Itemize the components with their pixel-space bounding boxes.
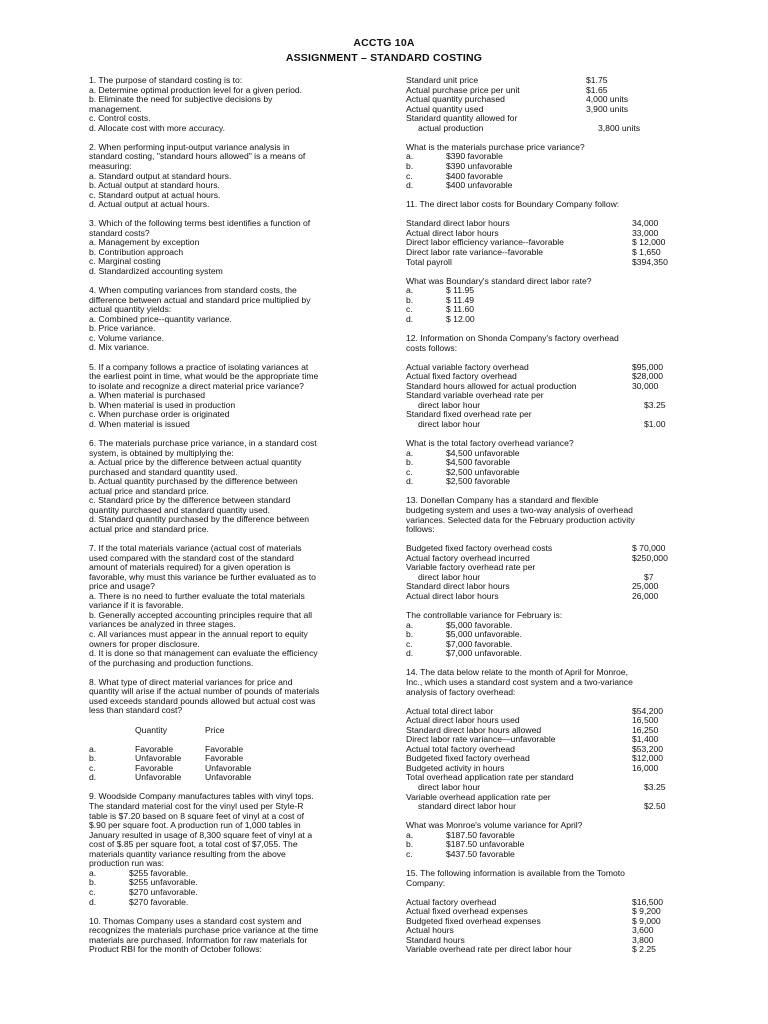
option-letter: c. — [406, 466, 413, 477]
question-prompt: What is the total factory overhead variance? — [406, 438, 574, 449]
question-stem: production run was: — [89, 858, 164, 869]
option-b-cont: management. — [89, 103, 142, 114]
option-text: $187.50 unfavorable — [446, 839, 525, 850]
data-label: direct labor hour — [418, 782, 481, 793]
data-value: 34,000 — [632, 218, 659, 229]
data-value: $16,500 — [632, 896, 664, 907]
option-a: a. Determine optimal production level for a given period. — [89, 84, 303, 95]
question-stem: 8. What type of direct material variances for price and — [89, 676, 293, 687]
question-stem: materials are purchased. Information for raw materials for — [89, 934, 308, 945]
question-stem: used compared with the standard cost of the standard — [89, 552, 294, 563]
option-letter: b. — [406, 457, 414, 468]
question-1 — [89, 76, 361, 133]
data-label: actual production — [418, 122, 484, 133]
option-d: d. Standardized accounting system — [89, 266, 223, 277]
column-header-quantity: Quantity — [135, 724, 168, 735]
question-15 — [406, 869, 696, 955]
option-text: $437.50 favorable — [446, 848, 515, 859]
column-header-price: Price — [205, 724, 225, 735]
option-letter: a. — [89, 867, 97, 878]
option-c: c. Standard output at actual hours. — [89, 189, 221, 200]
option-d — [89, 898, 361, 908]
question-stem: variances. Selected data for the February production activity — [406, 514, 635, 525]
data-label: direct labor hour — [418, 418, 481, 429]
option-d-cont: actual price and standard price. — [89, 523, 209, 534]
row-price: Favorable — [205, 753, 244, 764]
option-letter: b. — [406, 160, 414, 171]
option-d: d. Mix variance. — [89, 342, 150, 353]
option-d: d. Standard quantity purchased by the difference between — [89, 514, 310, 525]
option-text: $5,000 unfavorable. — [446, 629, 522, 640]
data-label: Actual factory overhead — [406, 896, 497, 907]
row-price: Favorable — [205, 743, 244, 754]
question-stem: 11. The direct labor costs for Boundary Company follow: — [406, 199, 620, 210]
data-value: 3,800 units — [598, 122, 641, 133]
data-label: Direct labor efficiency variance--favorable — [406, 237, 564, 248]
data-label: Budgeted fixed factory overhead costs — [406, 543, 553, 554]
option-d: d. It is done so that management can evaluate the efficiency — [89, 648, 318, 659]
data-label: Standard direct labor hours — [406, 218, 510, 229]
option-c: c. Control costs. — [89, 113, 151, 124]
row-letter: a. — [89, 743, 97, 754]
question-stem: system, is obtained by multiplying the: — [89, 447, 234, 458]
question-stem: standard costing, "standard hours allowed" is a means of — [89, 151, 306, 162]
assignment-title: ASSIGNMENT – STANDARD COSTING — [285, 52, 483, 64]
option-a: a. When material is purchased — [89, 390, 206, 401]
option-b: b. Actual quantity purchased by the difference between — [89, 476, 298, 487]
data-value: $95,000 — [632, 361, 664, 372]
question-10-data — [406, 76, 696, 191]
variance-table-header — [89, 726, 361, 736]
option-b: b. When material is used in production — [89, 399, 236, 410]
data-value: $12,000 — [632, 753, 664, 764]
question-stem: actual quantity yields: — [89, 304, 172, 315]
data-label: Standard direct labor hours — [406, 581, 510, 592]
data-label: Actual hours — [406, 925, 454, 936]
data-label: Direct labor rate variance—unfavorable — [406, 734, 556, 745]
data-value: $7 — [644, 571, 654, 582]
question-stem: recognizes the materials purchase price variance at the time — [89, 925, 319, 936]
option-text: $187.50 favorable — [446, 829, 515, 840]
question-stem: $.90 per square foot. A production run of 1,000 tables in — [89, 820, 301, 831]
question-stem: 5. If a company follows a practice of isolating variances at — [89, 361, 309, 372]
data-value: $1.75 — [586, 75, 608, 85]
data-value: $ 9,200 — [632, 906, 661, 917]
data-value: 33,000 — [632, 227, 659, 238]
question-7 — [89, 544, 361, 668]
option-b-cont: actual price and standard price. — [89, 485, 209, 496]
option-text: $255 unfavorable. — [129, 877, 198, 888]
data-row — [406, 945, 696, 955]
option-text: $4,500 unfavorable — [446, 447, 520, 458]
option-text: $ 11.60 — [446, 304, 475, 315]
table-row — [89, 773, 361, 783]
question-stem: 12. Information on Shonda Company's factory overhead — [406, 333, 619, 343]
data-value: $28,000 — [632, 371, 664, 382]
option-text: $7,000 favorable. — [446, 638, 513, 649]
question-stem: price and usage? — [89, 581, 155, 592]
option-letter: b. — [406, 839, 414, 850]
question-5 — [89, 363, 361, 430]
data-value: 3,600 — [632, 925, 654, 936]
question-stem: follows: — [406, 524, 435, 535]
option-a: a. Actual price by the difference between actual quantity — [89, 457, 302, 468]
option-letter: b. — [406, 294, 414, 305]
option-a: a. There is no need to further evaluate the total materials — [89, 590, 305, 601]
question-stem: costs follows: — [406, 342, 458, 353]
question-13 — [406, 496, 696, 658]
course-title: ACCTG 10A — [353, 37, 415, 49]
data-value: $250,000 — [632, 552, 668, 563]
data-label: Actual variable factory overhead — [406, 361, 529, 372]
option-b: b. Actual output at standard hours. — [89, 180, 220, 191]
option-c — [406, 850, 696, 860]
option-text: $5,000 favorable. — [446, 619, 513, 630]
question-stem: analysis of factory overhead: — [406, 686, 516, 697]
data-row — [406, 802, 696, 812]
data-value: $2.50 — [644, 801, 666, 812]
option-d — [406, 477, 696, 487]
data-label: Standard fixed overhead rate per — [406, 409, 532, 420]
question-3 — [89, 219, 361, 276]
option-a: a. Combined price--quantity variance. — [89, 313, 232, 324]
option-c: c. Standard price by the difference between standard — [89, 495, 291, 506]
option-text: $400 unfavorable — [446, 180, 513, 191]
data-label: Actual factory overhead incurred — [406, 552, 530, 563]
data-label: Budgeted activity in hours — [406, 762, 505, 773]
data-label: Budgeted fixed factory overhead — [406, 753, 530, 764]
option-c: c. All variances must appear in the annual report to equity — [89, 629, 308, 639]
data-label: Standard unit price — [406, 75, 479, 85]
option-text: $390 unfavorable — [446, 160, 513, 171]
question-4 — [89, 286, 361, 353]
data-value: 3,900 units — [586, 103, 629, 114]
option-b-cont: variances be analyzed in three stages. — [89, 619, 236, 630]
question-stem: table is $7.20 based on 8 square feet of vinyl at a cost of — [89, 810, 304, 821]
question-stem: measuring: — [89, 160, 132, 171]
option-letter: d. — [406, 180, 414, 191]
data-value: $3.25 — [644, 782, 666, 793]
row-quantity: Unfavorable — [135, 772, 182, 783]
data-value: $3.25 — [644, 399, 666, 410]
option-letter: c. — [406, 304, 413, 315]
option-text: $ 11.49 — [446, 294, 475, 305]
data-row — [406, 258, 696, 268]
option-c-cont: owners for proper disclosure. — [89, 638, 200, 649]
option-letter: b. — [89, 877, 97, 888]
data-value: 4,000 units — [586, 94, 629, 105]
question-stem: difference between actual and standard price multiplied by — [89, 294, 311, 305]
option-letter: a. — [406, 829, 414, 840]
option-d-cont: of the purchasing and production functions. — [89, 657, 254, 668]
option-text: $270 favorable. — [129, 896, 189, 907]
option-letter: d. — [406, 313, 414, 324]
option-d — [406, 649, 696, 659]
data-label: Direct labor rate variance--favorable — [406, 246, 544, 257]
option-letter: b. — [406, 629, 414, 640]
question-stem: 9. Woodside Company manufactures tables with vinyl tops. — [89, 791, 314, 802]
data-label: Actual total factory overhead — [406, 743, 515, 754]
option-letter: c. — [89, 886, 96, 897]
question-10 — [89, 917, 361, 955]
option-c: c. When purchase order is originated — [89, 409, 230, 420]
option-b: b. Contribution approach — [89, 246, 184, 257]
data-label: Standard quantity allowed for — [406, 113, 518, 124]
question-stem: cost of $.85 per square foot, a total cost of $7,055. The — [89, 839, 298, 850]
option-letter: c. — [406, 170, 413, 181]
data-value: $ 2.25 — [632, 944, 656, 955]
option-d: d. When material is issued — [89, 418, 190, 429]
option-letter: a. — [406, 447, 414, 458]
data-label: Total payroll — [406, 256, 452, 267]
row-price: Unfavorable — [205, 772, 252, 783]
option-text: $2,500 favorable — [446, 476, 511, 487]
data-value: 16,000 — [632, 762, 659, 773]
question-12 — [406, 334, 696, 487]
question-prompt: What is the materials purchase price variance? — [406, 141, 585, 152]
option-text: $255 favorable. — [129, 867, 189, 878]
row-quantity: Favorable — [135, 743, 174, 754]
question-stem: 2. When performing input-output variance analysis in — [89, 141, 290, 152]
option-text: $ 11.95 — [446, 285, 475, 296]
question-9 — [89, 792, 361, 907]
question-stem: standard costs? — [89, 227, 150, 238]
option-d: d. Allocate cost with more accuracy. — [89, 122, 225, 133]
option-letter: a. — [406, 151, 414, 162]
option-letter: d. — [89, 896, 97, 907]
data-value: 16,500 — [632, 715, 659, 726]
data-row — [406, 124, 696, 134]
data-value: $53,200 — [632, 743, 664, 754]
question-stem: the earliest point in time, what would be the appropriate time — [89, 371, 319, 382]
question-stem: The standard material cost for the vinyl used per Style-R — [89, 801, 304, 812]
data-label: direct labor hour — [418, 399, 481, 410]
question-stem: 1. The purpose of standard costing is to: — [89, 75, 243, 85]
data-label: Actual quantity purchased — [406, 94, 505, 105]
question-prompt: What was Monroe's volume variance for April? — [406, 820, 583, 831]
question-stem: Company: — [406, 877, 446, 888]
option-a: a. Management by exception — [89, 237, 200, 248]
option-a: a. Standard output at standard hours. — [89, 170, 232, 181]
data-label: Actual fixed factory overhead — [406, 371, 517, 382]
option-a-cont: purchased and standard quantity used. — [89, 466, 238, 477]
data-label: Actual fixed overhead expenses — [406, 906, 528, 917]
data-label: Variable overhead rate per direct labor hour — [406, 944, 572, 955]
option-c: c. Marginal costing — [89, 256, 161, 267]
question-14 — [406, 668, 696, 859]
question-stem: less than standard cost? — [89, 705, 183, 716]
question-stem: 7. If the total materials variance (actual cost of materials — [89, 543, 302, 554]
option-text: $4,500 favorable — [446, 457, 511, 468]
question-2 — [89, 143, 361, 210]
question-stem: Inc., which uses a standard cost system and a two-variance — [406, 676, 633, 687]
question-stem: 4. When computing variances from standard costs, the — [89, 285, 297, 296]
question-stem: 6. The materials purchase price variance, in a standard cost — [89, 438, 317, 449]
question-prompt: What was Boundary's standard direct labor rate? — [406, 275, 592, 286]
question-prompt: The controllable variance for February is: — [406, 610, 563, 621]
option-d — [406, 315, 696, 325]
row-quantity: Unfavorable — [135, 753, 182, 764]
row-price: Unfavorable — [205, 762, 252, 773]
question-11 — [406, 200, 696, 324]
data-value: $ 70,000 — [632, 543, 666, 554]
data-value: $1.65 — [586, 84, 608, 95]
option-letter: c. — [406, 638, 413, 649]
row-letter: c. — [89, 762, 96, 773]
option-a-cont: variance if it is favorable. — [89, 600, 184, 611]
data-row — [406, 592, 696, 602]
question-6 — [89, 439, 361, 534]
option-letter: a. — [406, 619, 414, 630]
question-stem: amount of materials required) for a given operation is — [89, 562, 291, 573]
row-letter: d. — [89, 772, 97, 783]
option-b: b. Eliminate the need for subjective decisions by — [89, 94, 273, 105]
question-stem: materials quantity variance resulting from the above — [89, 848, 286, 859]
data-label: standard direct labor hour — [418, 801, 516, 812]
data-label: Standard direct labor hours allowed — [406, 724, 542, 735]
option-c: c. Volume variance. — [89, 332, 164, 343]
data-value: 30,000 — [632, 380, 659, 391]
data-label: Standard variable overhead rate per — [406, 390, 544, 401]
question-stem: used exceeds standard pounds allowed but actual cost was — [89, 695, 316, 706]
option-text: $390 favorable — [446, 151, 503, 162]
option-b: b. Price variance. — [89, 323, 156, 334]
option-letter: a. — [406, 285, 414, 296]
data-value: 26,000 — [632, 590, 659, 601]
question-stem: quantity will arise if the actual number of pounds of materials — [89, 686, 320, 697]
question-stem: 14. The data below relate to the month of April for Monroe, — [406, 667, 628, 678]
data-label: Actual direct labor hours used — [406, 715, 520, 726]
option-text: $400 favorable — [446, 170, 503, 181]
right-column — [406, 76, 696, 965]
option-d: d. Actual output at actual hours. — [89, 199, 210, 210]
data-value: 25,000 — [632, 581, 659, 592]
data-label: Standard hours allowed for actual production — [406, 380, 577, 391]
question-stem: January resulted in usage of 8,300 square feet of vinyl at a — [89, 829, 313, 840]
data-label: Total overhead application rate per standard — [406, 772, 574, 783]
data-value: $1.00 — [644, 418, 666, 429]
data-label: Actual direct labor hours — [406, 227, 499, 238]
data-value: $394,350 — [632, 256, 668, 267]
option-letter: c. — [406, 848, 413, 859]
data-value: $54,200 — [632, 705, 664, 716]
data-value: 3,800 — [632, 934, 654, 945]
data-label: Actual direct labor hours — [406, 590, 499, 601]
data-label: Actual total direct labor — [406, 705, 494, 716]
row-letter: b. — [89, 753, 97, 764]
data-value: $ 9,000 — [632, 915, 661, 926]
option-b: b. Generally accepted accounting principles require that all — [89, 609, 313, 620]
question-stem: to isolate and recognize a direct material price variance? — [89, 380, 304, 391]
data-label: Actual purchase price per unit — [406, 84, 520, 95]
data-label: Standard hours — [406, 934, 465, 945]
option-d — [406, 181, 696, 191]
question-8 — [89, 678, 361, 783]
option-text: $7,000 unfavorable. — [446, 648, 522, 659]
data-label: Variable overhead application rate per — [406, 791, 551, 802]
question-stem: Product RBI for the month of October follows: — [89, 944, 262, 955]
question-stem: 13. Donellan Company has a standard and flexible — [406, 495, 599, 506]
question-stem: 3. Which of the following terms best identifies a function of — [89, 218, 311, 229]
question-stem: favorable, why must this variance be further evaluated as to — [89, 571, 316, 582]
option-text: $270 unfavorable. — [129, 886, 198, 897]
data-value: 16,250 — [632, 724, 659, 735]
left-column — [89, 76, 361, 964]
option-text: $ 12.00 — [446, 313, 475, 324]
data-label: direct labor hour — [418, 571, 481, 582]
option-letter: d. — [406, 648, 414, 659]
option-letter: d. — [406, 476, 414, 487]
row-quantity: Favorable — [135, 762, 174, 773]
data-value: $ 12,000 — [632, 237, 666, 248]
question-stem: budgeting system and uses a two-way analysis of overhead — [406, 504, 633, 515]
data-label: Variable factory overhead rate per — [406, 562, 536, 573]
option-text: $2,500 unfavorable — [446, 466, 520, 477]
data-value: $1,400 — [632, 734, 659, 745]
data-value: $ 1,650 — [632, 246, 661, 257]
question-stem: 15. The following information is available from the Tomoto — [406, 868, 625, 879]
data-label: Actual quantity used — [406, 103, 484, 114]
question-stem: 10. Thomas Company uses a standard cost system and — [89, 915, 302, 926]
data-row — [406, 420, 696, 430]
data-label: Budgeted fixed overhead expenses — [406, 915, 541, 926]
option-c-cont: quantity purchased and standard quantity used. — [89, 504, 271, 515]
